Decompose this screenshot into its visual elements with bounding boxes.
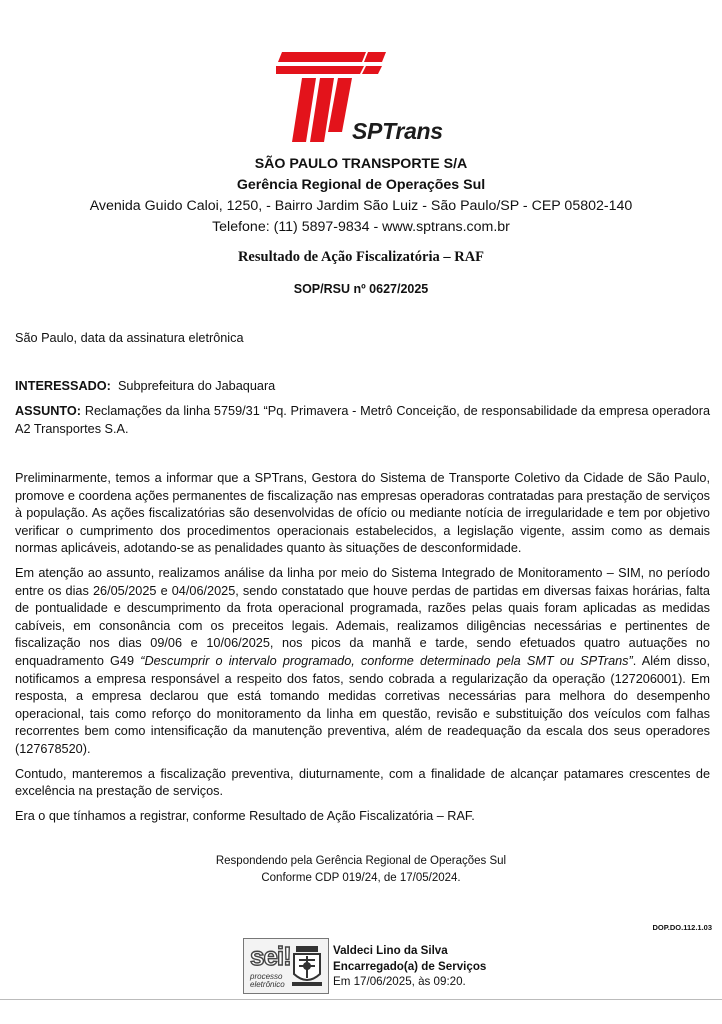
department-name: Gerência Regional de Operações Sul xyxy=(236,177,486,193)
assunto-line xyxy=(15,403,710,438)
sei-logo-text: sei! xyxy=(250,941,291,971)
signer-role: Encarregado(a) de Serviços xyxy=(333,959,487,973)
brand-name: SPTrans xyxy=(352,118,443,144)
paragraph-2 xyxy=(15,565,710,759)
paragraph-2-part-b: . Além disso, notificamos a empresa responsável a respeito dos fatos, sendo cobrada a regularização da operação (127206001). Em resposta, a empresa declarou que está tomando medidas corretivas necessárias para melhora do desempenho operacional, tais como reforço do monitoramento da linha em questão, revisão e substituição dos veículos com falhas recorrentes bem como intensificação da manutenção preventiva, além de readequação da escala dos seus operadores (127678520). xyxy=(15,653,710,756)
sei-seal xyxy=(243,938,329,994)
address-line: Avenida Guido Caloi, 1250, - Bairro Jardim São Luiz - São Paulo/SP - CEP 05802-140 xyxy=(89,198,633,214)
paragraph-2-part-a: Em atenção ao assunto, realizamos análise da linha por meio do Sistema Integrado de Monitoramento – SIM, no período entre os dias 26/05/2025 e 04/06/2025, sendo constatado que houve perdas de partidas em diversas faixas horárias, falta de pontualidade e descumprimento da frota operacional programada, razões pelas quais foram aplicadas as medidas cabíveis, em consonância com os preceitos legais. Ademais, realizamos diligências necessárias e pertinentes de fiscalização nos dias 09/06 e 10/06/2025, nos picos da manhã e tarde, sendo efetuados quatro autuações no enquadramento G49 xyxy=(15,565,710,668)
document-body xyxy=(15,470,710,832)
interessado-value: Subprefeitura do Jabaquara xyxy=(117,379,276,393)
footer-divider xyxy=(0,999,722,1000)
assunto-value: Reclamações da linha 5759/31 “Pq. Primavera - Metrô Conceição, de responsabilidade da empresa operadora A2 Transportes S.A. xyxy=(15,404,711,436)
paragraph-3: Contudo, manteremos a fiscalização preventiva, diuturnamente, com a finalidade de alcançar patamares crescentes de excelência na prestação de serviços. xyxy=(15,766,710,799)
electronic-signature xyxy=(333,943,486,990)
date-line: São Paulo, data da assinatura eletrônica xyxy=(15,331,244,345)
company-name: SÃO PAULO TRANSPORTE S/A xyxy=(254,156,468,172)
sei-sub-1: processo xyxy=(250,972,283,981)
interessado-line xyxy=(15,379,275,393)
contact-line: Telefone: (11) 5897-9834 - www.sptrans.com.br xyxy=(212,219,510,235)
paragraph-4: Era o que tínhamos a registrar, conforme Resultado de Ação Fiscalizatória – RAF. xyxy=(15,808,475,823)
coat-of-arms-icon xyxy=(290,944,324,988)
letterhead xyxy=(0,154,722,238)
document-code: DOP.DO.112.1.03 xyxy=(652,923,712,932)
signer-name: Valdeci Lino da Silva xyxy=(333,944,448,957)
signoff-line-2: Conforme CDP 019/24, de 17/05/2024. xyxy=(261,872,461,884)
sei-sub-2: eletrônico xyxy=(250,980,285,989)
paragraph-1: Preliminarmente, temos a informar que a SPTrans, Gestora do Sistema de Transporte Coletivo da Cidade de São Paulo, promove e coordena ações permanentes de fiscalização nas empresas operadoras contratadas para prestação de serviços à população. As ações fiscalizatórias são desenvolvidas de ofício ou mediante notícia de irregularidade e tem por objetivo verificar o cumprimento dos procedimentos operacionais estabelecidos, a legislação vigente, assim como as demais normas aplicáveis, adotando-se as penalidades quanto às situações de desconformidade. xyxy=(15,471,710,556)
assunto-label: ASSUNTO: xyxy=(15,404,82,418)
document-reference: SOP/RSU nº 0627/2025 xyxy=(293,282,429,296)
interessado-label: INTERESSADO: xyxy=(15,379,111,393)
document-title: Resultado de Ação Fiscalizatória – RAF xyxy=(237,249,485,265)
paragraph-2-italic: “Descumprir o intervalo programado, conforme determinado pela SMT ou SPTrans” xyxy=(140,653,633,668)
signoff-block xyxy=(0,853,722,887)
signature-timestamp: Em 17/06/2025, às 09:20. xyxy=(333,975,466,988)
signoff-line-1: Respondendo pela Gerência Regional de Operações Sul xyxy=(215,855,507,867)
sei-logo-subtext xyxy=(250,973,285,989)
